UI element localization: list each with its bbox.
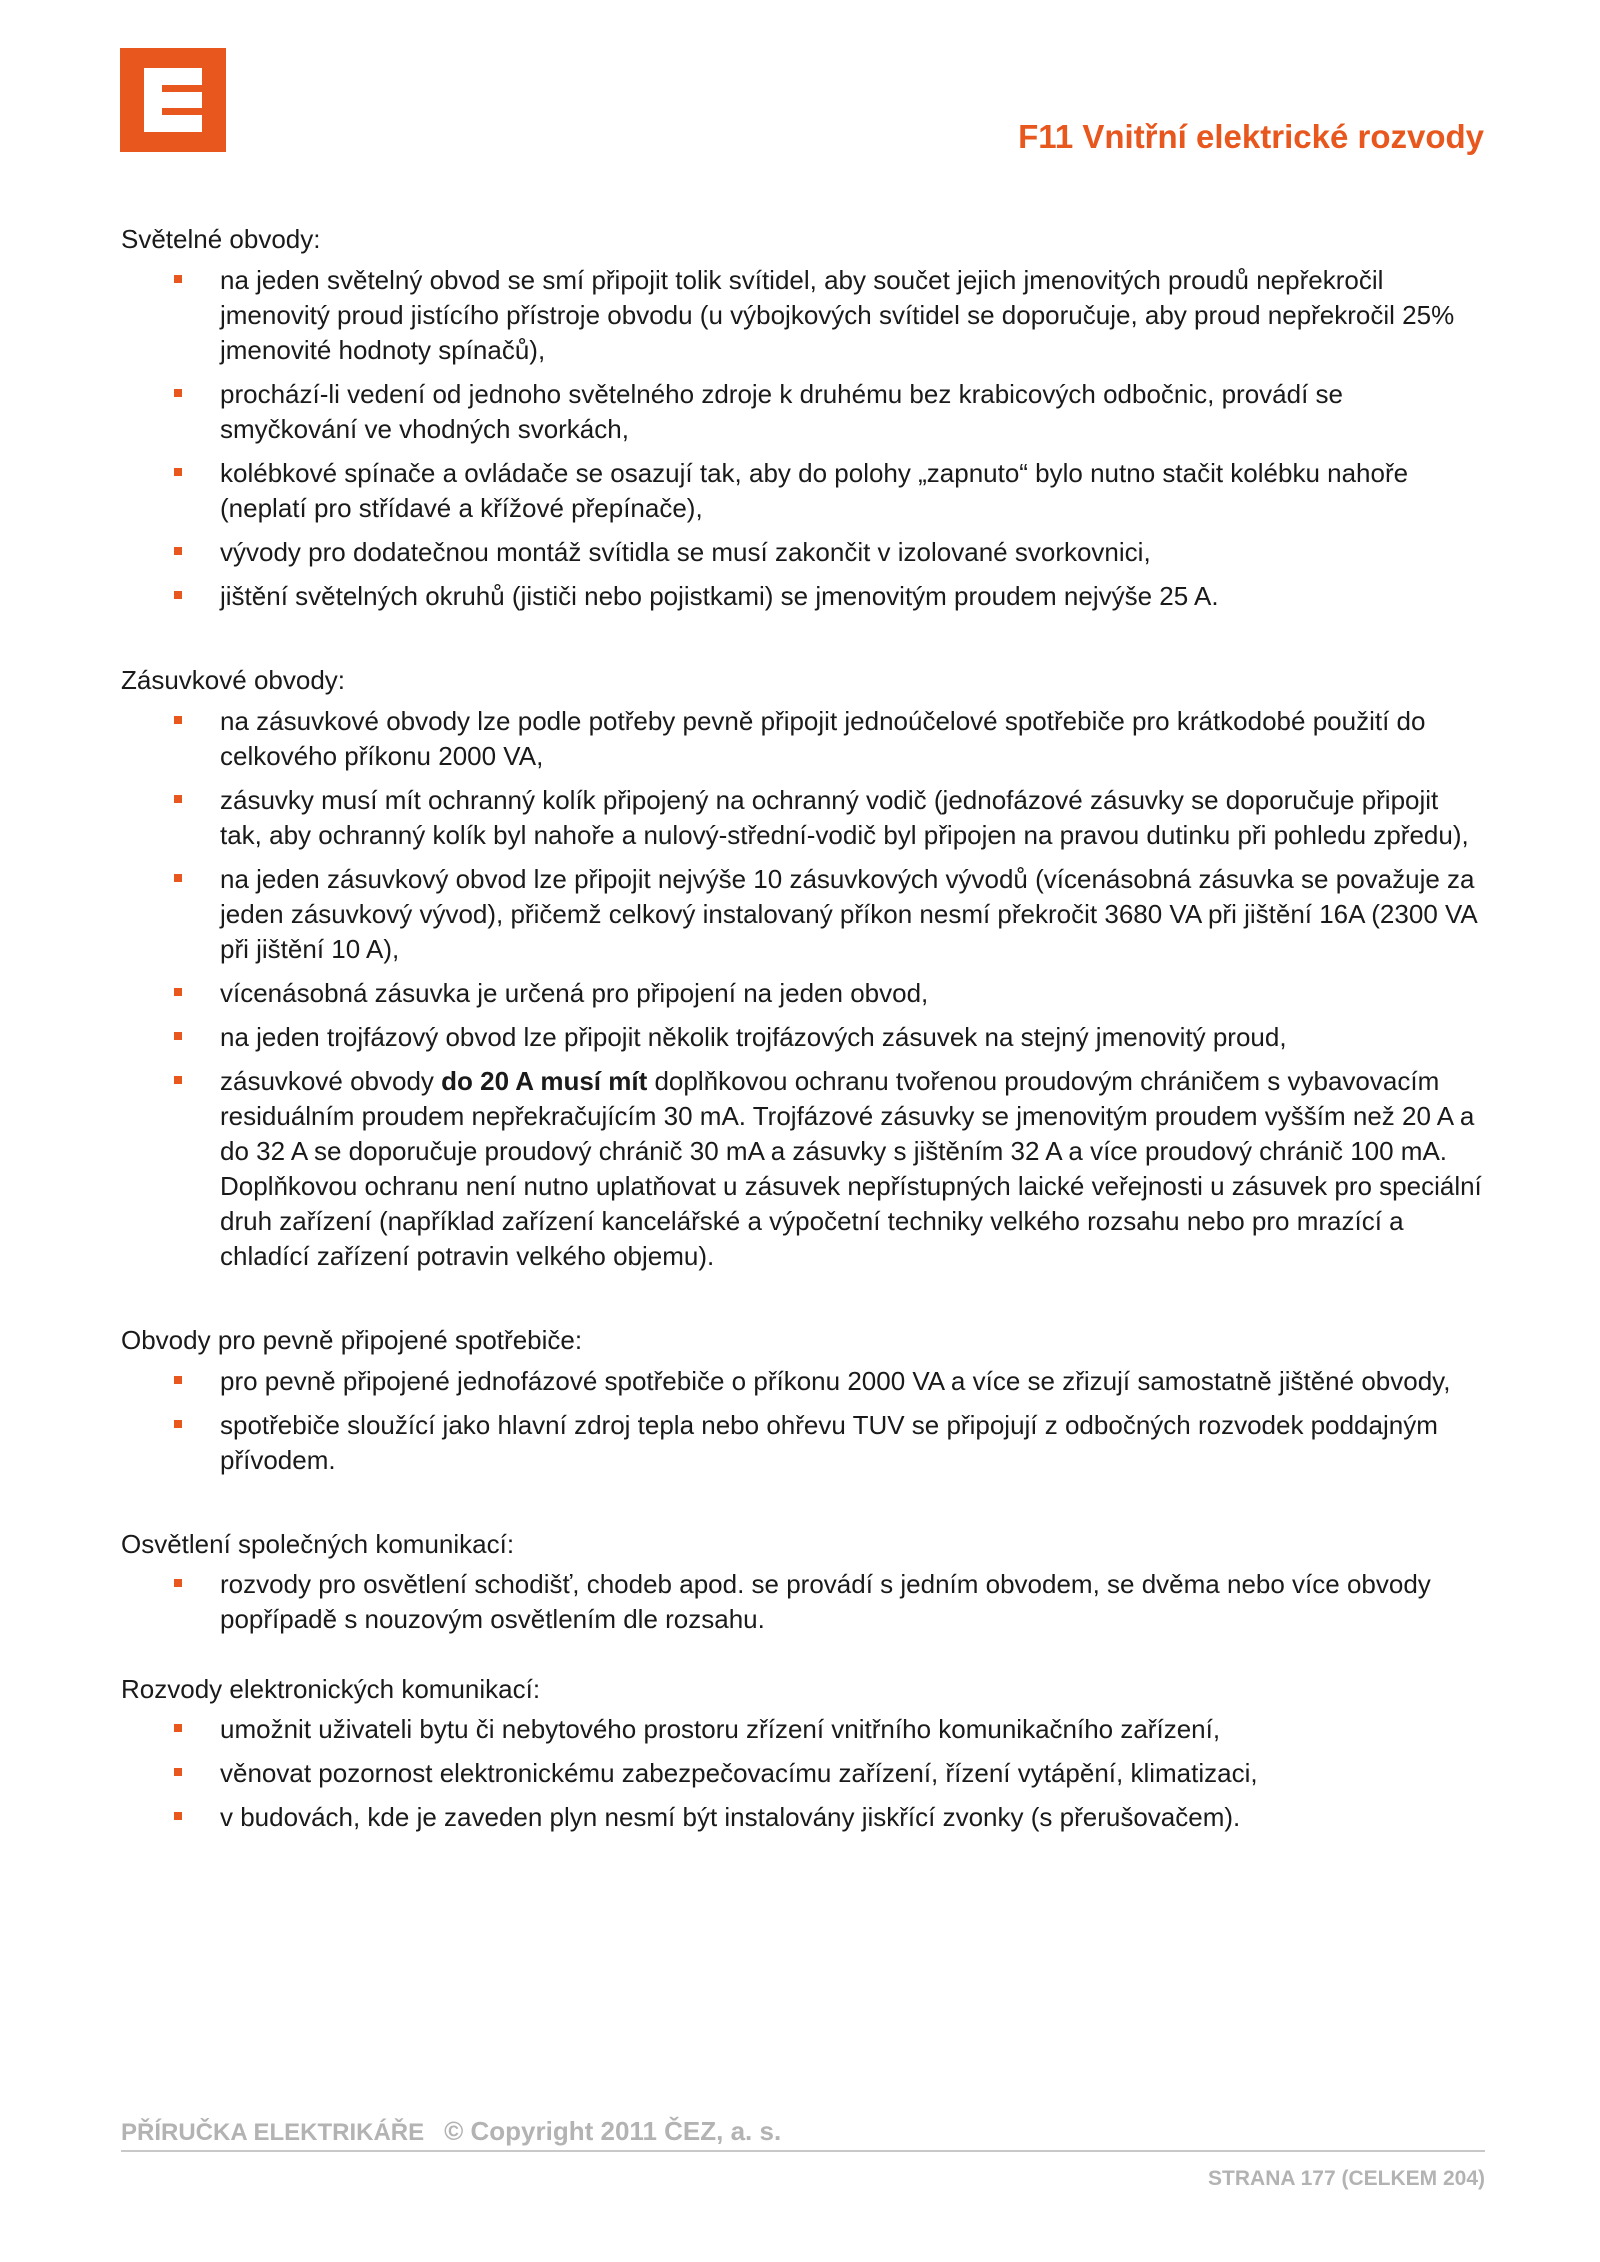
- list-item: [121, 862, 1485, 967]
- list-item: [121, 976, 1485, 1011]
- list-item-text: zásuvky musí mít ochranný kolík připojený na ochranný vodič (jednofázové zásuvky se doporučuje připojit tak, aby ochranný kolík byl nahoře a nulový-střední-vodič byl připojen na pravou dutinku při pohledu zpředu),: [220, 785, 1469, 850]
- list-item: [121, 704, 1485, 774]
- list-item: [121, 263, 1485, 368]
- list-item: [121, 1364, 1485, 1399]
- list-item-text: na jeden světelný obvod se smí připojit tolik svítidel, aby součet jejich jmenovitých proudů nepřekročil jmenovitý proud jistícího přístroje obvodu (u výbojkových svítidel se doporučuje, aby proud nepřekročil 25% jmenovité hodnoty spínačů),: [220, 265, 1455, 365]
- list-item-text: v budovách, kde je zaveden plyn nesmí být instalovány jiskřící zvonky (s přerušovačem).: [220, 1802, 1241, 1832]
- list-item-text: na jeden zásuvkový obvod lze připojit nejvýše 10 zásuvkových vývodů (vícenásobná zásuvka se považuje za jeden zásuvkový vývod), přičemž celkový instalovaný příkon nesmí překročit 3680 VA při jištění 16A (2300 VA při jištění 10 A),: [220, 864, 1477, 964]
- document-body: [121, 222, 1485, 1884]
- section-electronic-communications: [121, 1672, 1485, 1835]
- bullet-icon: [174, 795, 182, 803]
- bullet-icon: [174, 591, 182, 599]
- list-item-text: kolébkové spínače a ovládače se osazují tak, aby do polohy „zapnuto“ bylo nutno stačit kolébku nahoře (neplatí pro střídavé a křížové přepínače),: [220, 458, 1409, 523]
- list-item: [121, 579, 1485, 614]
- list-item-text: na zásuvkové obvody lze podle potřeby pevně připojit jednoúčelové spotřebiče pro krátkodobé použití do celkového příkonu 2000 VA,: [220, 706, 1426, 771]
- bullet-icon: [174, 1812, 182, 1820]
- footer-book-title: PŘÍRUČKA ELEKTRIKÁŘE: [121, 2119, 425, 2146]
- bullet-icon: [174, 468, 182, 476]
- list-item: [121, 1064, 1485, 1274]
- list-item: [121, 783, 1485, 853]
- list-item-text: prochází-li vedení od jednoho světelného zdroje k druhému bez krabicových odbočnic, provádí se smyčkování ve vhodných svorkách,: [220, 379, 1344, 444]
- list-item-text: vícenásobná zásuvka je určená pro připojení na jeden obvod,: [220, 978, 929, 1008]
- bullet-icon: [174, 275, 182, 283]
- list-item: [121, 535, 1485, 570]
- list-item-text: pro pevně připojené jednofázové spotřebiče o příkonu 2000 VA a více se zřizují samostatně jištěné obvody,: [220, 1366, 1451, 1396]
- bullet-icon: [174, 1768, 182, 1776]
- section-socket-circuits: [121, 663, 1485, 1274]
- list-item-text: zásuvkové obvody: [220, 1066, 442, 1096]
- bullet-icon: [174, 389, 182, 397]
- bullet-list: [121, 1567, 1485, 1637]
- bullet-icon: [174, 988, 182, 996]
- cez-logo-icon: [120, 48, 226, 152]
- section-heading: Světelné obvody:: [121, 224, 321, 254]
- footer-copyright: © Copyright 2011 ČEZ, a. s.: [444, 2116, 782, 2146]
- bullet-icon: [174, 716, 182, 724]
- footer-divider: [121, 2150, 1485, 2152]
- emphasis-text: do 20 A musí mít: [441, 1066, 648, 1096]
- footer-page-number: STRANA 177 (CELKEM 204): [1208, 2167, 1485, 2190]
- list-item-text: vývody pro dodatečnou montáž svítidla se musí zakončit v izolované svorkovnici,: [220, 537, 1151, 567]
- section-fixed-appliances: [121, 1323, 1485, 1478]
- list-item: [121, 1020, 1485, 1055]
- bullet-list: [121, 263, 1485, 614]
- section-common-lighting: [121, 1527, 1485, 1637]
- list-item: [121, 456, 1485, 526]
- list-item: [121, 377, 1485, 447]
- bullet-icon: [174, 1376, 182, 1384]
- page-title: F11 Vnitřní elektrické rozvody: [1018, 118, 1484, 155]
- footer-book-info: [121, 2116, 781, 2147]
- list-item-text: doplňkovou ochranu tvořenou proudovým chráničem s vybavovacím residuálním proudem nepřekračujícím 30 mA. Trojfázové zásuvky se jmenovitým proudem vyšším než 20 A a do 32 A se doporučuje proudový chránič 30 mA a zásuvky s jištěním 32 A a více proudový chránič 100 mA. Doplňkovou ochranu není nutno uplatňovat u zásuvek nepřístupných laické veřejnosti u zásuvek pro speciální druh zařízení (například zařízení kancelářské a výpočetní techniky velkého rozsahu nebo pro mrazící a chladící zařízení potravin velkého objemu).: [220, 1066, 1482, 1271]
- list-item-text: na jeden trojfázový obvod lze připojit několik trojfázových zásuvek na stejný jmenovitý proud,: [220, 1022, 1287, 1052]
- bullet-icon: [174, 1420, 182, 1428]
- section-heading: Rozvody elektronických komunikací:: [121, 1674, 541, 1704]
- section-heading: Zásuvkové obvody:: [121, 665, 346, 695]
- list-item-text: umožnit uživateli bytu či nebytového prostoru zřízení vnitřního komunikačního zařízení,: [220, 1714, 1221, 1744]
- list-item-text: spotřebiče sloužící jako hlavní zdroj tepla nebo ohřevu TUV se připojují z odbočných rozvodek poddajným přívodem.: [220, 1410, 1438, 1475]
- bullet-icon: [174, 1032, 182, 1040]
- list-item: [121, 1567, 1485, 1637]
- section-heading: Obvody pro pevně připojené spotřebiče:: [121, 1325, 583, 1355]
- bullet-list: [121, 1712, 1485, 1835]
- bullet-list: [121, 1364, 1485, 1478]
- bullet-icon: [174, 874, 182, 882]
- list-item: [121, 1800, 1485, 1835]
- list-item-text: rozvody pro osvětlení schodišť, chodeb apod. se provádí s jedním obvodem, se dvěma nebo více obvody popřípadě s nouzovým osvětlením dle rozsahu.: [220, 1569, 1431, 1634]
- section-lighting-circuits: [121, 222, 1485, 614]
- list-item-text: věnovat pozornost elektronickému zabezpečovacímu zařízení, řízení vytápění, klimatizaci,: [220, 1758, 1258, 1788]
- list-item: [121, 1408, 1485, 1478]
- section-heading: Osvětlení společných komunikací:: [121, 1529, 515, 1559]
- bullet-list: [121, 704, 1485, 1274]
- bullet-icon: [174, 1076, 182, 1084]
- bullet-icon: [174, 1724, 182, 1732]
- list-item: [121, 1756, 1485, 1791]
- bullet-icon: [174, 547, 182, 555]
- list-item-text: jištění světelných okruhů (jističi nebo pojistkami) se jmenovitým proudem nejvýše 25 A.: [220, 581, 1219, 611]
- bullet-icon: [174, 1579, 182, 1587]
- list-item: [121, 1712, 1485, 1747]
